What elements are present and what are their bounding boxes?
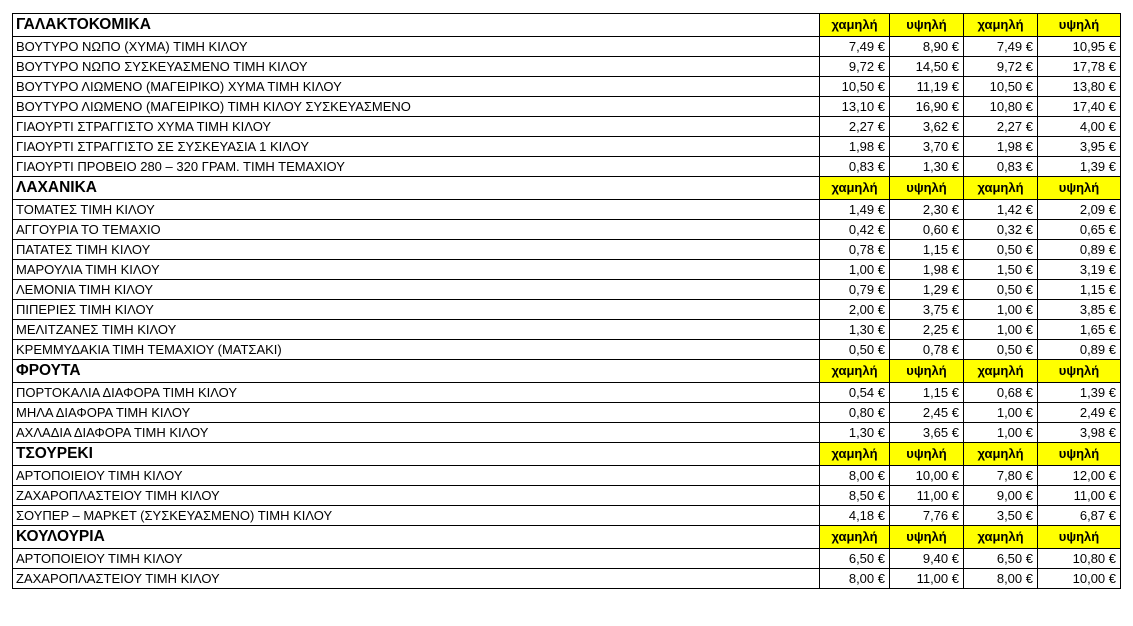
product-name: ΑΡΤΟΠΟΙΕΙΟΥ ΤΙΜΗ ΚΙΛΟΥ xyxy=(13,549,820,569)
price-high: 9,40 € xyxy=(890,549,964,569)
product-name: ΜΑΡΟΥΛΙΑ ΤΙΜΗ ΚΙΛΟΥ xyxy=(13,260,820,280)
price-low: 0,42 € xyxy=(820,220,890,240)
price-low: 1,00 € xyxy=(820,260,890,280)
product-name: ΜΕΛΙΤΖΑΝΕΣ ΤΙΜΗ ΚΙΛΟΥ xyxy=(13,320,820,340)
column-header-high: υψηλή xyxy=(890,14,964,37)
price-high: 3,65 € xyxy=(890,423,964,443)
table-row xyxy=(13,117,1121,137)
price-low: 7,49 € xyxy=(820,37,890,57)
price-low: 9,72 € xyxy=(820,57,890,77)
price-low: 1,98 € xyxy=(820,137,890,157)
table-row xyxy=(13,57,1121,77)
column-header-low: χαμηλή xyxy=(820,526,890,549)
price-high: 2,45 € xyxy=(890,403,964,423)
price-high: 3,95 € xyxy=(1038,137,1121,157)
table-row xyxy=(13,37,1121,57)
table-row xyxy=(13,320,1121,340)
price-high: 0,78 € xyxy=(890,340,964,360)
price-high: 3,62 € xyxy=(890,117,964,137)
price-low: 1,50 € xyxy=(964,260,1038,280)
product-name: ΚΡΕΜΜΥΔΑΚΙΑ ΤΙΜΗ ΤΕΜΑΧΙΟΥ (ΜΑΤΣΑΚΙ) xyxy=(13,340,820,360)
section-header-row xyxy=(13,360,1121,383)
column-header-low: χαμηλή xyxy=(820,14,890,37)
price-high: 0,65 € xyxy=(1038,220,1121,240)
price-low: 0,32 € xyxy=(964,220,1038,240)
price-high: 6,87 € xyxy=(1038,506,1121,526)
section-title: ΛΑΧΑΝΙΚΑ xyxy=(13,177,820,200)
price-high: 3,19 € xyxy=(1038,260,1121,280)
price-high: 12,00 € xyxy=(1038,466,1121,486)
price-high: 1,15 € xyxy=(1038,280,1121,300)
price-low: 1,49 € xyxy=(820,200,890,220)
price-high: 11,19 € xyxy=(890,77,964,97)
price-low: 0,78 € xyxy=(820,240,890,260)
price-low: 8,50 € xyxy=(820,486,890,506)
price-low: 0,50 € xyxy=(820,340,890,360)
price-low: 2,27 € xyxy=(820,117,890,137)
table-row xyxy=(13,403,1121,423)
price-high: 1,15 € xyxy=(890,383,964,403)
table-row xyxy=(13,466,1121,486)
column-header-low: χαμηλή xyxy=(964,14,1038,37)
product-name: ΓΙΑΟΥΡΤΙ ΠΡΟΒΕΙΟ 280 – 320 ΓΡΑΜ. ΤΙΜΗ ΤΕΜΑΧΙΟΥ xyxy=(13,157,820,177)
price-high: 2,30 € xyxy=(890,200,964,220)
price-low: 6,50 € xyxy=(820,549,890,569)
table-row xyxy=(13,200,1121,220)
column-header-high: υψηλή xyxy=(1038,14,1121,37)
table-row xyxy=(13,486,1121,506)
price-low: 7,80 € xyxy=(964,466,1038,486)
price-low: 1,00 € xyxy=(964,423,1038,443)
product-name: ΠΑΤΑΤΕΣ ΤΙΜΗ ΚΙΛΟΥ xyxy=(13,240,820,260)
section-title: ΚΟΥΛΟΥΡΙΑ xyxy=(13,526,820,549)
product-name: ΒΟΥΤΥΡΟ ΝΩΠΟ ΣΥΣΚΕΥΑΣΜΕΝΟ ΤΙΜΗ ΚΙΛΟΥ xyxy=(13,57,820,77)
price-low: 10,50 € xyxy=(964,77,1038,97)
price-low: 0,83 € xyxy=(964,157,1038,177)
price-high: 10,00 € xyxy=(890,466,964,486)
section-header-row xyxy=(13,443,1121,466)
price-low: 1,00 € xyxy=(964,320,1038,340)
price-low: 8,00 € xyxy=(820,466,890,486)
price-low: 0,83 € xyxy=(820,157,890,177)
price-high: 2,09 € xyxy=(1038,200,1121,220)
column-header-high: υψηλή xyxy=(1038,177,1121,200)
section-header-row xyxy=(13,177,1121,200)
price-high: 2,49 € xyxy=(1038,403,1121,423)
price-high: 1,15 € xyxy=(890,240,964,260)
column-header-high: υψηλή xyxy=(890,177,964,200)
price-high: 1,29 € xyxy=(890,280,964,300)
price-low: 6,50 € xyxy=(964,549,1038,569)
table-row xyxy=(13,220,1121,240)
price-table-container xyxy=(12,13,1121,589)
price-low: 2,27 € xyxy=(964,117,1038,137)
price-low: 1,00 € xyxy=(964,403,1038,423)
table-row xyxy=(13,137,1121,157)
product-name: ΜΗΛΑ ΔΙΑΦΟΡΑ ΤΙΜΗ ΚΙΛΟΥ xyxy=(13,403,820,423)
price-low: 3,50 € xyxy=(964,506,1038,526)
price-table-body xyxy=(13,14,1121,589)
column-header-low: χαμηλή xyxy=(820,177,890,200)
product-name: ΖΑΧΑΡΟΠΛΑΣΤΕΙΟΥ ΤΙΜΗ ΚΙΛΟΥ xyxy=(13,486,820,506)
column-header-high: υψηλή xyxy=(1038,443,1121,466)
product-name: ΠΙΠΕΡΙΕΣ ΤΙΜΗ ΚΙΛΟΥ xyxy=(13,300,820,320)
section-title: ΦΡΟΥΤΑ xyxy=(13,360,820,383)
column-header-high: υψηλή xyxy=(890,360,964,383)
product-name: ΛΕΜΟΝΙΑ ΤΙΜΗ ΚΙΛΟΥ xyxy=(13,280,820,300)
table-row xyxy=(13,300,1121,320)
product-name: ΓΙΑΟΥΡΤΙ ΣΤΡΑΓΓΙΣΤΟ ΧΥΜΑ ΤΙΜΗ ΚΙΛΟΥ xyxy=(13,117,820,137)
table-row xyxy=(13,157,1121,177)
price-low: 10,50 € xyxy=(820,77,890,97)
price-low: 0,50 € xyxy=(964,240,1038,260)
price-high: 14,50 € xyxy=(890,57,964,77)
price-low: 0,50 € xyxy=(964,340,1038,360)
price-low: 0,68 € xyxy=(964,383,1038,403)
price-high: 1,39 € xyxy=(1038,383,1121,403)
price-high: 0,89 € xyxy=(1038,240,1121,260)
column-header-low: χαμηλή xyxy=(964,443,1038,466)
price-high: 10,00 € xyxy=(1038,569,1121,589)
column-header-low: χαμηλή xyxy=(820,360,890,383)
price-low: 1,30 € xyxy=(820,320,890,340)
product-name: ΤΟΜΑΤΕΣ ΤΙΜΗ ΚΙΛΟΥ xyxy=(13,200,820,220)
section-title: ΤΣΟΥΡΕΚΙ xyxy=(13,443,820,466)
section-header-row xyxy=(13,526,1121,549)
product-name: ΣΟΥΠΕΡ – ΜΑΡΚΕΤ (ΣΥΣΚΕΥΑΣΜΕΝΟ) ΤΙΜΗ ΚΙΛΟΥ xyxy=(13,506,820,526)
price-high: 11,00 € xyxy=(1038,486,1121,506)
price-high: 17,78 € xyxy=(1038,57,1121,77)
price-low: 0,50 € xyxy=(964,280,1038,300)
price-high: 3,70 € xyxy=(890,137,964,157)
column-header-low: χαμηλή xyxy=(964,177,1038,200)
price-low: 13,10 € xyxy=(820,97,890,117)
price-low: 7,49 € xyxy=(964,37,1038,57)
price-low: 4,18 € xyxy=(820,506,890,526)
table-row xyxy=(13,383,1121,403)
price-high: 4,00 € xyxy=(1038,117,1121,137)
column-header-low: χαμηλή xyxy=(964,360,1038,383)
price-high: 3,98 € xyxy=(1038,423,1121,443)
price-high: 1,39 € xyxy=(1038,157,1121,177)
price-high: 0,60 € xyxy=(890,220,964,240)
price-table xyxy=(12,13,1121,589)
table-row xyxy=(13,280,1121,300)
table-row xyxy=(13,569,1121,589)
column-header-high: υψηλή xyxy=(890,526,964,549)
product-name: ΒΟΥΤΥΡΟ ΛΙΩΜΕΝΟ (ΜΑΓΕΙΡΙΚΟ) ΧΥΜΑ ΤΙΜΗ ΚΙΛΟΥ xyxy=(13,77,820,97)
price-high: 8,90 € xyxy=(890,37,964,57)
product-name: ΒΟΥΤΥΡΟ ΝΩΠΟ (ΧΥΜΑ) ΤΙΜΗ ΚΙΛΟΥ xyxy=(13,37,820,57)
price-high: 10,80 € xyxy=(1038,549,1121,569)
price-high: 17,40 € xyxy=(1038,97,1121,117)
price-low: 8,00 € xyxy=(964,569,1038,589)
table-row xyxy=(13,549,1121,569)
table-row xyxy=(13,260,1121,280)
column-header-high: υψηλή xyxy=(1038,526,1121,549)
price-high: 1,30 € xyxy=(890,157,964,177)
price-high: 1,98 € xyxy=(890,260,964,280)
table-row xyxy=(13,340,1121,360)
price-high: 11,00 € xyxy=(890,569,964,589)
product-name: ΑΧΛΑΔΙΑ ΔΙΑΦΟΡΑ ΤΙΜΗ ΚΙΛΟΥ xyxy=(13,423,820,443)
column-header-low: χαμηλή xyxy=(964,526,1038,549)
column-header-high: υψηλή xyxy=(1038,360,1121,383)
price-low: 1,00 € xyxy=(964,300,1038,320)
product-name: ΑΓΓΟΥΡΙΑ ΤΟ ΤΕΜΑΧΙΟ xyxy=(13,220,820,240)
price-low: 10,80 € xyxy=(964,97,1038,117)
price-high: 3,85 € xyxy=(1038,300,1121,320)
price-low: 0,79 € xyxy=(820,280,890,300)
table-row xyxy=(13,240,1121,260)
price-high: 1,65 € xyxy=(1038,320,1121,340)
price-high: 7,76 € xyxy=(890,506,964,526)
product-name: ΓΙΑΟΥΡΤΙ ΣΤΡΑΓΓΙΣΤΟ ΣΕ ΣΥΣΚΕΥΑΣΙΑ 1 ΚΙΛΟΥ xyxy=(13,137,820,157)
price-low: 0,80 € xyxy=(820,403,890,423)
price-high: 2,25 € xyxy=(890,320,964,340)
price-high: 10,95 € xyxy=(1038,37,1121,57)
section-title: ΓΑΛΑΚΤΟΚΟΜΙΚΑ xyxy=(13,14,820,37)
price-low: 9,00 € xyxy=(964,486,1038,506)
table-row xyxy=(13,506,1121,526)
table-row xyxy=(13,77,1121,97)
price-low: 1,30 € xyxy=(820,423,890,443)
product-name: ΑΡΤΟΠΟΙΕΙΟΥ ΤΙΜΗ ΚΙΛΟΥ xyxy=(13,466,820,486)
column-header-high: υψηλή xyxy=(890,443,964,466)
price-high: 0,89 € xyxy=(1038,340,1121,360)
column-header-low: χαμηλή xyxy=(820,443,890,466)
price-high: 16,90 € xyxy=(890,97,964,117)
product-name: ΖΑΧΑΡΟΠΛΑΣΤΕΙΟΥ ΤΙΜΗ ΚΙΛΟΥ xyxy=(13,569,820,589)
product-name: ΠΟΡΤΟΚΑΛΙΑ ΔΙΑΦΟΡΑ ΤΙΜΗ ΚΙΛΟΥ xyxy=(13,383,820,403)
product-name: ΒΟΥΤΥΡΟ ΛΙΩΜΕΝΟ (ΜΑΓΕΙΡΙΚΟ) ΤΙΜΗ ΚΙΛΟΥ ΣΥΣΚΕΥΑΣΜΕΝΟ xyxy=(13,97,820,117)
table-row xyxy=(13,97,1121,117)
price-high: 13,80 € xyxy=(1038,77,1121,97)
price-low: 1,98 € xyxy=(964,137,1038,157)
price-low: 1,42 € xyxy=(964,200,1038,220)
price-high: 3,75 € xyxy=(890,300,964,320)
price-low: 0,54 € xyxy=(820,383,890,403)
price-low: 2,00 € xyxy=(820,300,890,320)
section-header-row xyxy=(13,14,1121,37)
price-low: 8,00 € xyxy=(820,569,890,589)
table-row xyxy=(13,423,1121,443)
price-high: 11,00 € xyxy=(890,486,964,506)
price-low: 9,72 € xyxy=(964,57,1038,77)
